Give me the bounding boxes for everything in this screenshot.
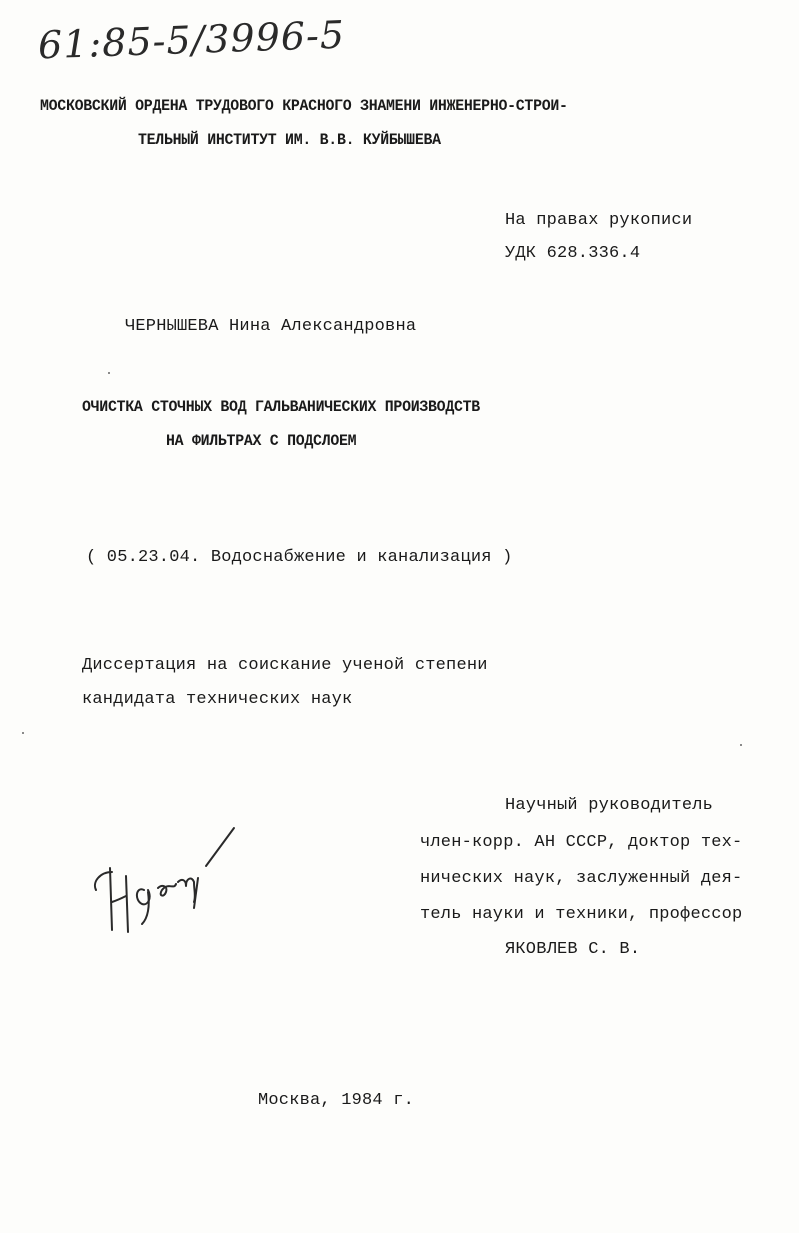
signature [82,820,242,940]
supervisor-line-3: нических наук, заслуженный дея- [420,869,743,888]
title-line-1: ОЧИСТКА СТОЧНЫХ ВОД ГАЛЬВАНИЧЕСКИХ ПРОИЗВОДСТВ [82,398,480,416]
supervisor-line-2: член-корр. АН СССР, доктор тех- [420,833,743,852]
supervisor-title: Научный руководитель [505,796,714,815]
dissertation-line-2: кандидата технических наук [82,690,353,709]
manuscript-rights: На правах рукописи [505,211,693,230]
institute-line-1: МОСКОВСКИЙ ОРДЕНА ТРУДОВОГО КРАСНОГО ЗНАМЕНИ ИНЖЕНЕРНО-СТРОИ- [40,97,568,115]
institute-line-2: ТЕЛЬНЫЙ ИНСТИТУТ ИМ. В.В. КУЙБЫШЕВА [138,131,441,149]
supervisor-name: ЯКОВЛЕВ С. В. [505,940,641,959]
scan-speck [22,732,24,734]
scan-speck [108,372,110,374]
dissertation-line-1: Диссертация на соискание ученой степени [82,656,488,675]
author-name: ЧЕРНЫШЕВА Нина Александровна [125,317,417,336]
place-and-date: Москва, 1984 г. [258,1091,415,1110]
supervisor-line-4: тель науки и техники, профессор [420,905,743,924]
title-line-2: НА ФИЛЬТРАХ С ПОДСЛОЕМ [166,432,357,450]
udc-code: УДК 628.336.4 [505,244,641,263]
scan-speck [740,744,742,746]
specialty-code: ( 05.23.04. Водоснабжение и канализация ) [86,548,513,567]
archive-mark: 61:85-5/3996-5 [37,12,346,68]
